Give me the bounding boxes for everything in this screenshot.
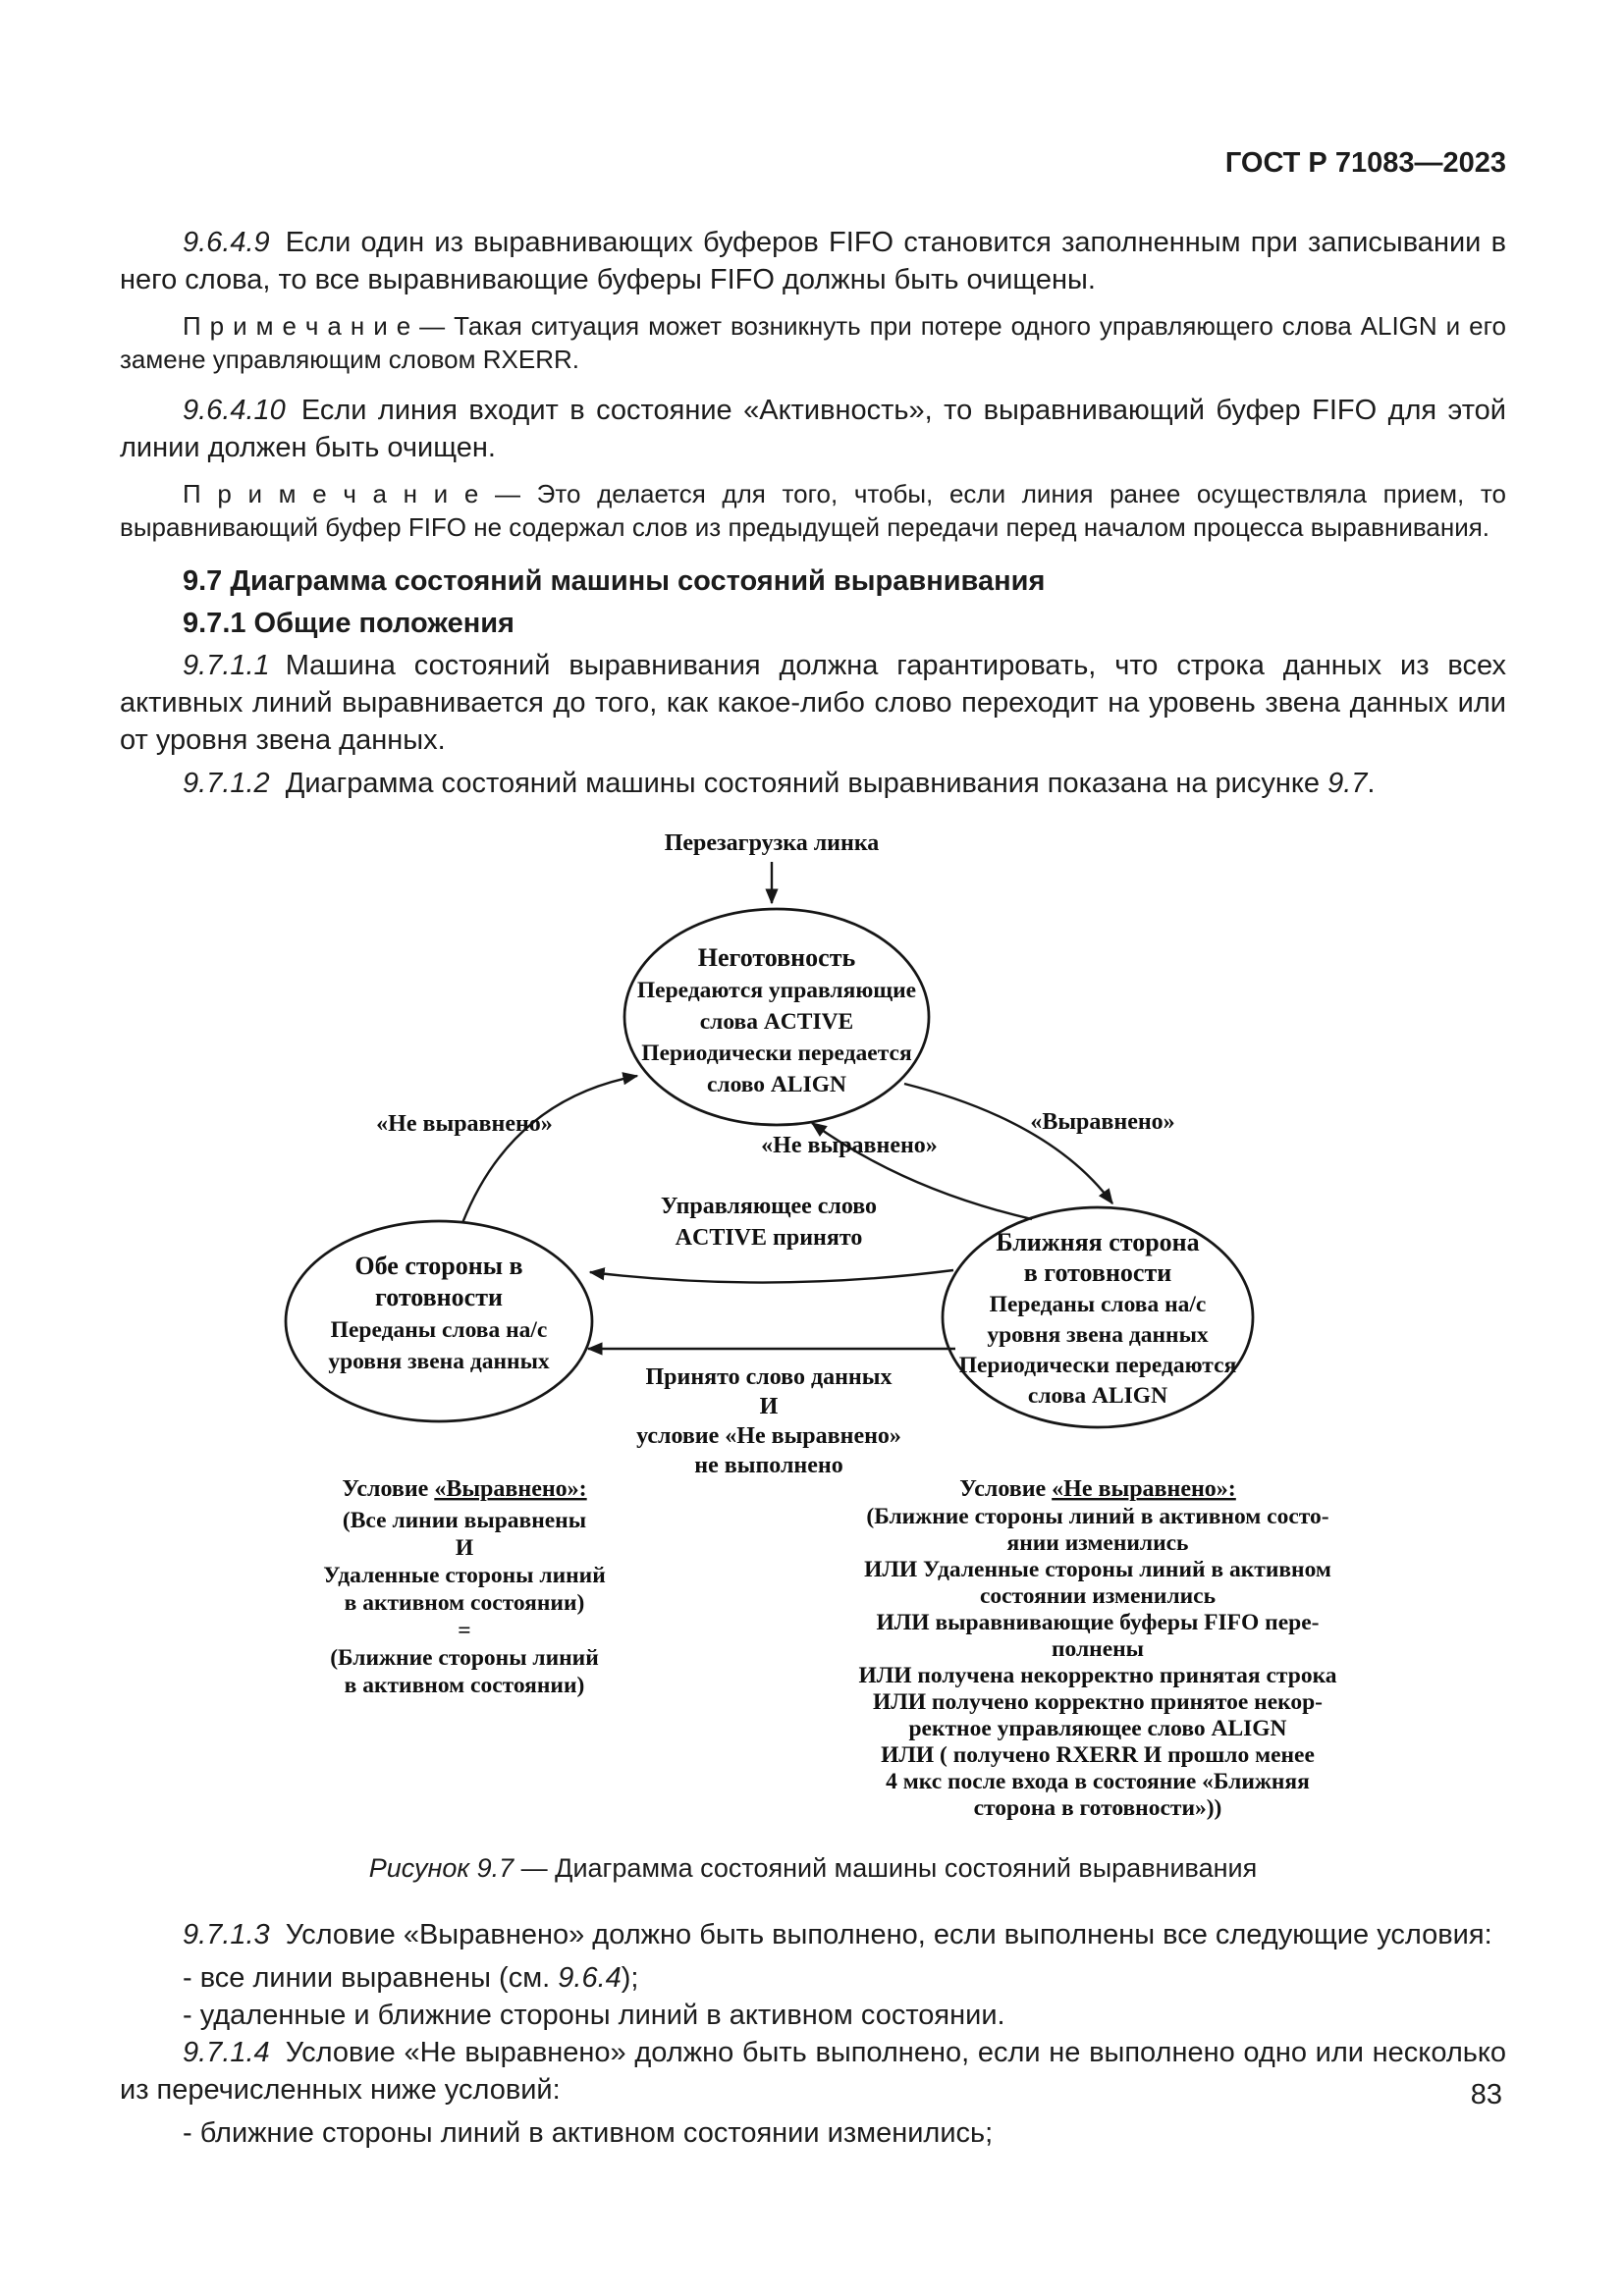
condition-aligned-title xyxy=(342,1476,586,1502)
condition-aligned-line: Удаленные стороны линий xyxy=(323,1563,606,1589)
condition-aligned-line: (Все линии выравнены xyxy=(342,1508,587,1534)
note-1: П р и м е ч а н и е — Такая ситуация может возникнуть при потере одного управляющего слова ALIGN и его замене управляющим словом RXERR. xyxy=(120,310,1506,375)
state-diagram xyxy=(121,828,1505,1840)
label-data-word: И xyxy=(759,1394,779,1420)
heading-9-7-1: 9.7.1 Общие положения xyxy=(183,608,514,640)
condition-not-aligned-line: ИЛИ Удаленные стороны линий в активном xyxy=(864,1557,1331,1583)
condition-not-aligned-title xyxy=(959,1476,1236,1502)
condition-not-aligned-line: янии изменились xyxy=(1006,1530,1189,1557)
state-not-ready-line: Передаются управляющие xyxy=(636,978,917,1004)
label-not-aligned-mid: «Не выравнено» xyxy=(761,1133,938,1159)
condition-not-aligned-line: ИЛИ ( получено RXERR И прошло менее xyxy=(881,1742,1315,1769)
clause-number: 9.7.1.4 xyxy=(183,2037,270,2069)
paragraph-9-7-1-1 xyxy=(120,648,1506,760)
list-item xyxy=(120,1960,1506,1998)
condition-not-aligned-line: ИЛИ получено корректно принятое некор- xyxy=(872,1689,1324,1716)
figure-caption-text: — Диаграмма состояний машины состояний выравнивания xyxy=(514,1853,1258,1884)
state-near-ready-line: Периодически передаются xyxy=(958,1353,1237,1379)
paragraph-9-6-4-9 xyxy=(120,225,1506,299)
state-near-ready-title: Ближняя сторона xyxy=(996,1228,1200,1257)
paragraph-9-6-4-10 xyxy=(120,393,1506,467)
condition-aligned-line: = xyxy=(458,1618,471,1644)
figure-caption xyxy=(120,1853,1506,1884)
state-not-ready-title: Неготовность xyxy=(697,943,856,973)
condition-not-aligned-line: ИЛИ выравнивающие буферы FIFO пере- xyxy=(876,1610,1320,1636)
clause-number: 9.7.1.1 xyxy=(183,650,270,682)
state-near-ready-title: в готовности xyxy=(1023,1258,1172,1288)
state-near-ready-line: Переданы слова на/с xyxy=(989,1292,1207,1318)
state-not-ready-line: слово ALIGN xyxy=(707,1072,846,1098)
clause-text: Машина состояний выравнивания должна гарантировать, что строка данных из всех активных линий выравнивается до того, как какое-либо слово переходит на уровень звена данных или от уровня звена данных. xyxy=(120,650,1506,757)
heading-9-7: 9.7 Диаграмма состояний машины состояний выравнивания xyxy=(183,565,1046,598)
clause-text: Если линия входит в состояние «Активность», то выравнивающий буфер FIFO для этой линии должен быть очищен. xyxy=(120,394,1506,463)
label-data-word: не выполнено xyxy=(694,1453,843,1479)
condition-aligned-line: в активном состоянии) xyxy=(344,1590,585,1617)
page-number: 83 xyxy=(1470,2079,1502,2110)
paragraph-9-7-1-3 xyxy=(120,1917,1506,1954)
state-both-ready-title: Обе стороны в xyxy=(354,1252,523,1281)
reset-label: Перезагрузка линка xyxy=(664,830,880,857)
condition-not-aligned-line: 4 мкс после входа в состояние «Ближняя xyxy=(886,1769,1310,1795)
label-data-word: Принято слово данных xyxy=(645,1364,893,1391)
page-content xyxy=(120,147,1506,2153)
condition-aligned-line: в активном состоянии) xyxy=(344,1673,585,1699)
clause-text-end: . xyxy=(1367,768,1376,800)
state-both-ready-line: Переданы слова на/с xyxy=(330,1317,548,1344)
paragraph-9-7-1-4 xyxy=(120,2035,1506,2109)
state-both-ready-line: уровня звена данных xyxy=(328,1349,550,1375)
figure-9-7 xyxy=(120,828,1506,1884)
condition-not-aligned-line: сторона в готовности»)) xyxy=(973,1795,1222,1822)
condition-title-prefix: Условие xyxy=(959,1476,1053,1503)
running-header-doc-number: ГОСТ Р 71083—2023 xyxy=(1224,147,1506,179)
condition-not-aligned-line: (Ближние стороны линий в активном состо- xyxy=(866,1504,1329,1530)
list-item: - удаленные и ближние стороны линий в активном состоянии. xyxy=(183,2000,1005,2032)
list-item-text: - все линии выравнены (см. xyxy=(183,1962,559,1995)
clause-number: 9.6.4.9 xyxy=(183,227,270,258)
condition-not-aligned-line: состоянии изменились xyxy=(979,1583,1217,1610)
state-near-ready-line: уровня звена данных xyxy=(987,1322,1209,1349)
figure-reference: 9.7 xyxy=(1327,768,1368,800)
state-both-ready-title: готовности xyxy=(375,1283,503,1312)
condition-aligned-line: И xyxy=(455,1535,474,1562)
state-not-ready-line: Периодически передается xyxy=(641,1041,912,1067)
clause-reference: 9.6.4 xyxy=(558,1962,622,1995)
clause-text: Если один из выравнивающих буферов FIFO становится заполненным при записывании в него слова, то все выравнивающие буферы FIFO должны быть очищены. xyxy=(120,227,1506,295)
clause-number: 9.7.1.2 xyxy=(183,768,270,800)
condition-title-underlined: «Выравнено»: xyxy=(434,1476,587,1503)
clause-number: 9.7.1.3 xyxy=(183,1919,270,1951)
label-data-word: условие «Не выравнено» xyxy=(636,1423,901,1450)
label-active-received: Управляющее слово xyxy=(660,1194,878,1220)
clause-text: Условие «Не выравнено» должно быть выполнено, если не выполнено одно или несколько из перечисленных ниже условий: xyxy=(120,2037,1506,2107)
clause-number: 9.6.4.10 xyxy=(183,394,286,426)
figure-caption-label: Рисунок 9.7 xyxy=(368,1853,514,1884)
condition-not-aligned-line: ректное управляющее слово ALIGN xyxy=(908,1716,1287,1742)
label-active-received: ACTIVE принято xyxy=(675,1225,863,1252)
note-2: П р и м е ч а н и е — Это делается для того, чтобы, если линия ранее осуществляла прием, то выравнивающий буфер FIFO не содержал слов из предыдущей передачи перед началом процесса выравнивания. xyxy=(120,478,1506,542)
state-not-ready-line: слова ACTIVE xyxy=(699,1009,854,1036)
list-item: - ближние стороны линий в активном состоянии изменились; xyxy=(183,2117,994,2150)
label-aligned: «Выравнено» xyxy=(1030,1109,1175,1136)
condition-title-prefix: Условие xyxy=(342,1476,435,1503)
list-item-text-end: ); xyxy=(621,1962,639,1995)
condition-aligned-line: (Ближние стороны линий xyxy=(330,1645,599,1672)
condition-not-aligned-line: полнены xyxy=(1051,1636,1145,1663)
clause-text: Условие «Выравнено» должно быть выполнено, если выполнены все следующие условия: xyxy=(285,1919,1492,1951)
condition-title-underlined: «Не выравнено»: xyxy=(1052,1476,1236,1503)
label-not-aligned-left: «Не выравнено» xyxy=(376,1111,553,1138)
state-near-ready-line: слова ALIGN xyxy=(1027,1383,1168,1410)
arrow-not-aligned-from-both-ready xyxy=(462,1076,637,1223)
arrow-active-received xyxy=(590,1270,953,1283)
clause-text: Диаграмма состояний машины состояний выравнивания показана на рисунке xyxy=(285,768,1328,800)
paragraph-9-7-1-2 xyxy=(120,766,1506,803)
condition-not-aligned-line: ИЛИ получена некорректно принятая строка xyxy=(858,1663,1337,1689)
